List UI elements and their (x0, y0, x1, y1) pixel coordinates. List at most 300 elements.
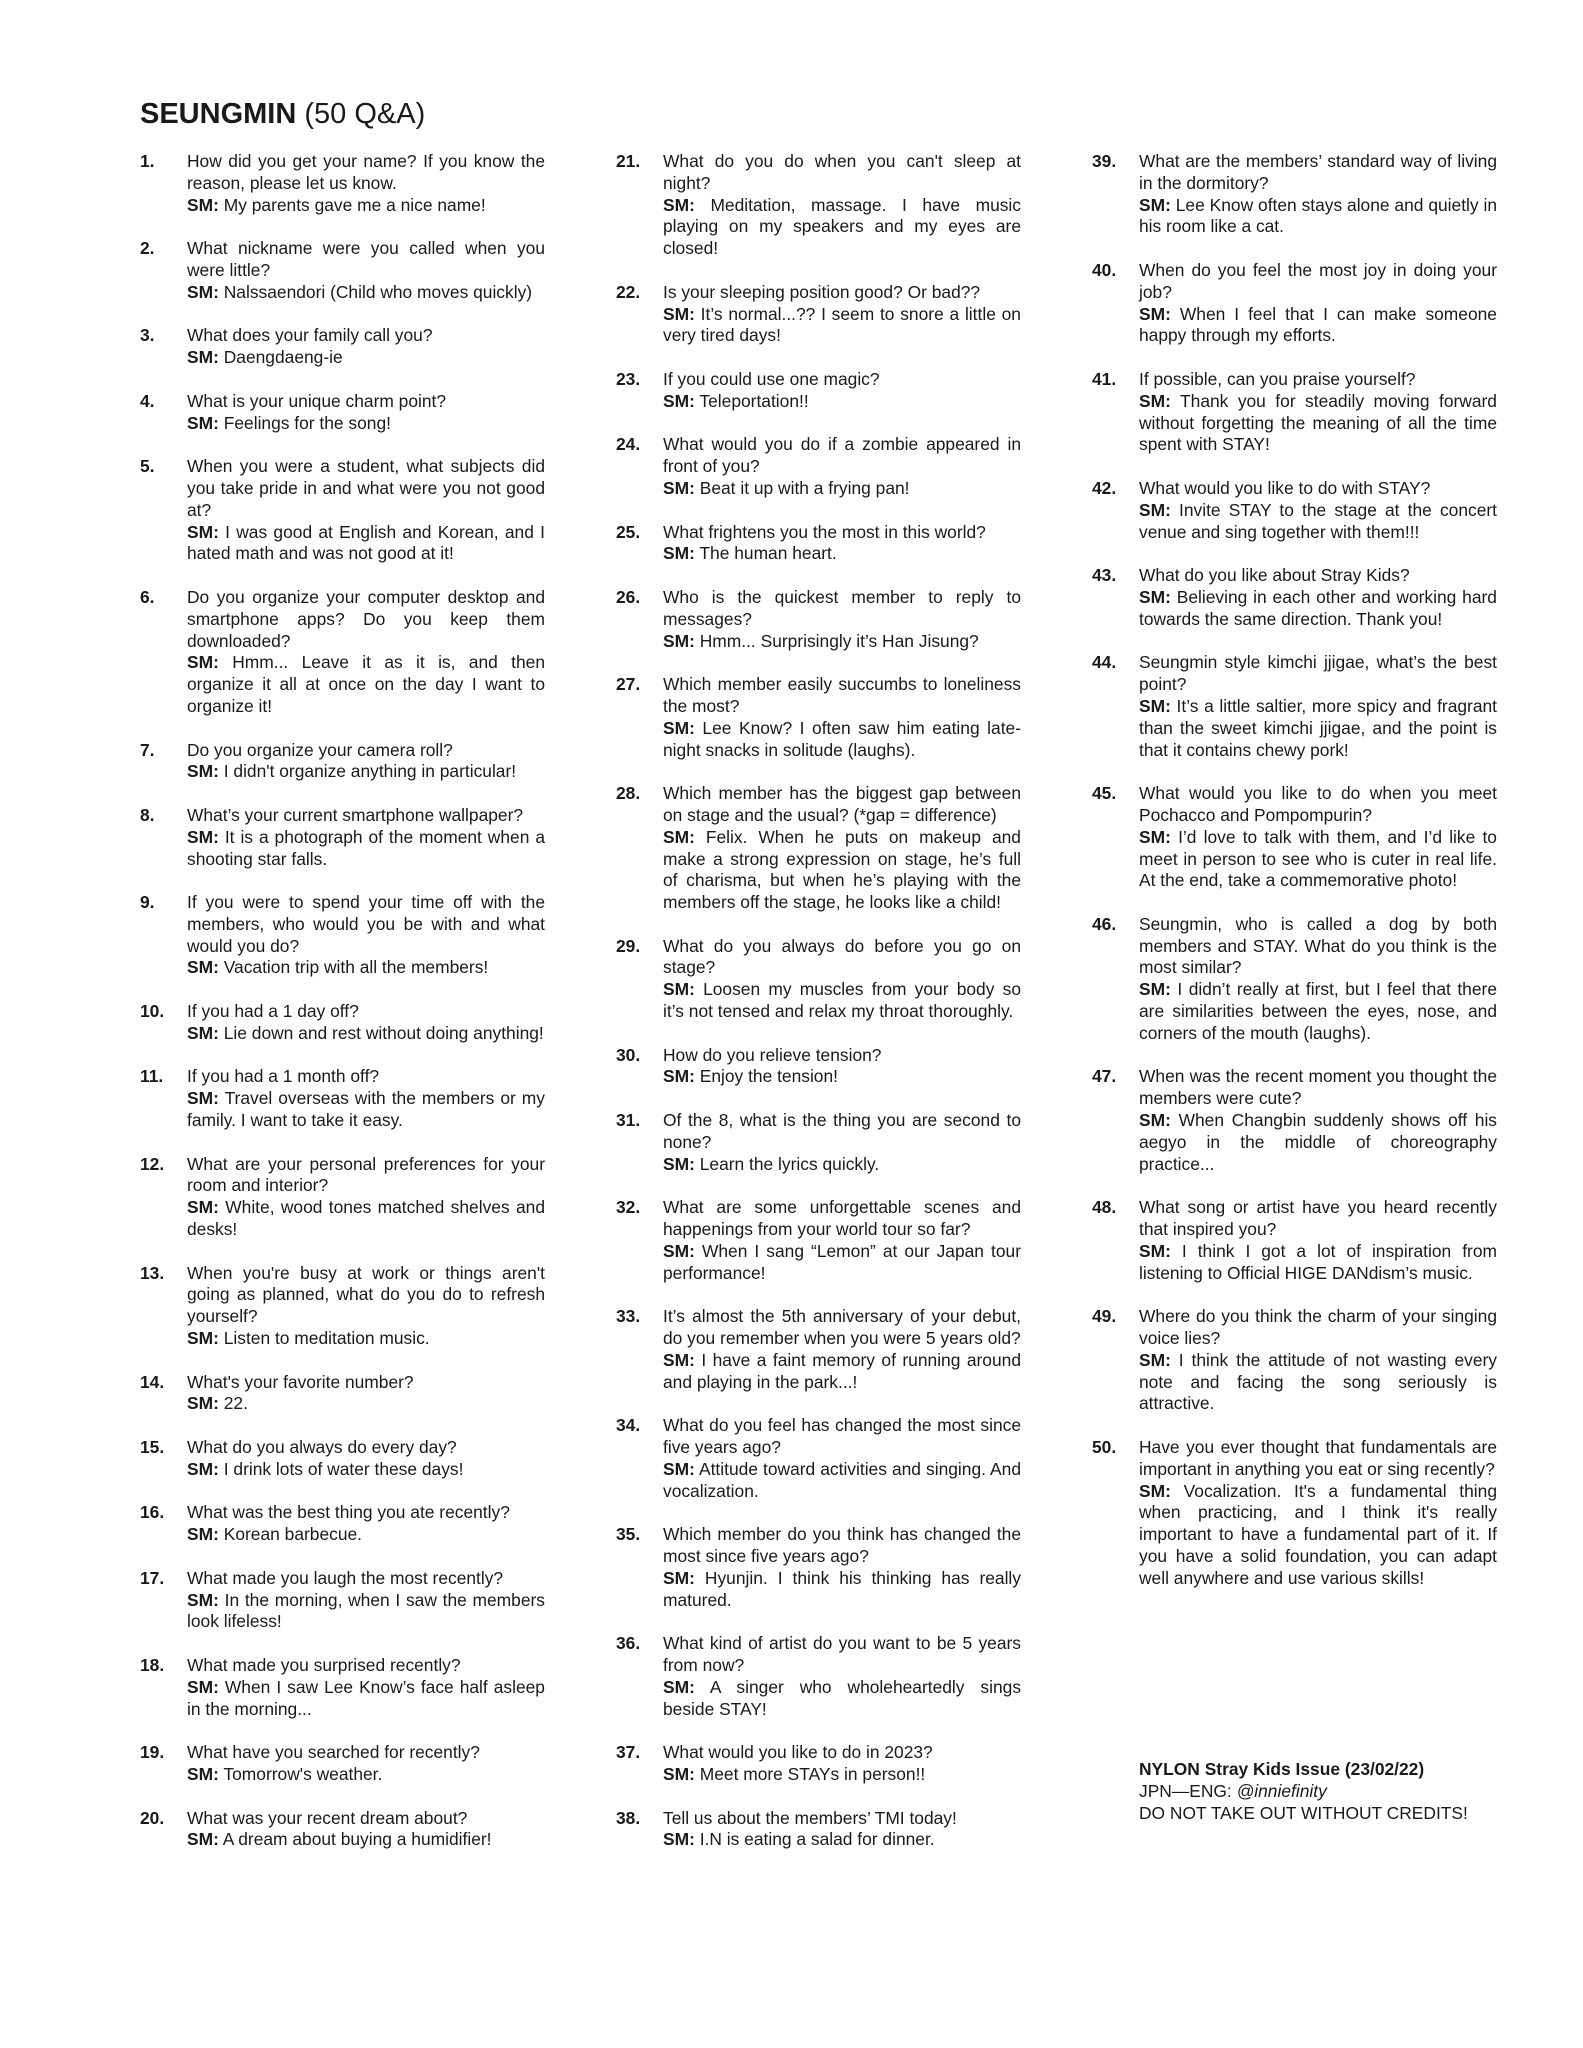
answer-text: Meditation, massage. I have music playing on my speakers and my eyes are closed! (663, 194, 1021, 259)
question-number: 2. (140, 238, 155, 259)
qa-item (140, 1568, 545, 1633)
answer-speaker-label: SM: (663, 979, 695, 1000)
question-number: 35. (616, 1524, 641, 1545)
qa-item (1092, 565, 1497, 630)
answer-text: In the morning, when I saw the members look lifeless! (187, 1589, 545, 1632)
question-number: 28. (616, 783, 641, 804)
answer-text: Loosen my muscles from your body so it’s not tensed and relax my throat thoroughly. (663, 979, 1021, 1022)
question-number: 29. (616, 935, 641, 956)
question-number: 9. (140, 892, 155, 913)
qa-item (616, 1197, 1021, 1284)
question-text: What nickname were you called when you were little? (187, 238, 545, 280)
qa-item (140, 740, 545, 784)
answer-text: My parents gave me a nice name! (223, 194, 486, 215)
answer-speaker-label: SM: (663, 1240, 695, 1261)
answer-speaker-label: SM: (187, 1088, 219, 1109)
qa-item (140, 1066, 545, 1131)
qa-item (140, 805, 545, 870)
answer-text: Feelings for the song! (223, 412, 391, 433)
question-number: 37. (616, 1742, 641, 1763)
question-number: 24. (616, 434, 641, 455)
qa-item (1092, 369, 1497, 456)
answer-speaker-label: SM: (1139, 1110, 1171, 1131)
question-text: Who is the quickest member to reply to messages? (663, 586, 1021, 629)
qa-item (1092, 1306, 1497, 1415)
question-number: 15. (140, 1437, 165, 1458)
question-number: 12. (140, 1153, 165, 1174)
answer-speaker-label: SM: (663, 1153, 695, 1174)
answer (187, 1023, 545, 1045)
answer (187, 1197, 545, 1241)
question-number: 31. (616, 1110, 641, 1131)
answer-text: Thank you for steadily moving forward without forgetting the meaning of all the time spent with STAY! (1139, 390, 1497, 455)
answer-speaker-label: SM: (1139, 695, 1171, 716)
answer (187, 1328, 545, 1350)
question-number: 19. (140, 1742, 165, 1763)
question-number: 30. (616, 1044, 641, 1065)
answer-text: It’s normal...?? I seem to snore a little on very tired days! (663, 303, 1021, 346)
answer-speaker-label: SM: (1139, 586, 1171, 607)
qa-item (140, 587, 545, 718)
answer (1139, 1481, 1497, 1590)
question-text: What was your recent dream about? (187, 1807, 468, 1828)
answer-speaker-label: SM: (663, 1676, 695, 1697)
answer-speaker-label: SM: (663, 477, 695, 498)
answer-speaker-label: SM: (187, 1524, 219, 1545)
answer (1139, 1350, 1497, 1415)
question-text: Seungmin style kimchi jjigae, what’s the best point? (1139, 652, 1497, 695)
qa-item (616, 522, 1021, 566)
answer (1139, 304, 1497, 348)
answer-text: I’d love to talk with them, and I’d like to meet in person to see who is cuter in real life. At the end, take a commemorative photo! (1139, 826, 1497, 891)
question-text: What do you always do before you go on stage? (663, 935, 1021, 978)
answer-speaker-label: SM: (187, 652, 219, 673)
answer-text: It is a photograph of the moment when a shooting star falls. (187, 826, 545, 869)
question-number: 16. (140, 1502, 165, 1523)
answer-speaker-label: SM: (663, 717, 695, 738)
answer (663, 1154, 1021, 1176)
answer-speaker-label: SM: (663, 1066, 695, 1087)
answer-text: I have a faint memory of running around and playing in the park...! (663, 1349, 1021, 1392)
question-number: 22. (616, 281, 641, 302)
question-text: What is your unique charm point? (187, 390, 447, 411)
question-number: 44. (1092, 652, 1117, 673)
answer-text: Believing in each other and working hard towards the same direction. Thank you! (1139, 586, 1497, 629)
answer-speaker-label: SM: (187, 1393, 219, 1414)
question-text: What’s your current smartphone wallpaper? (187, 804, 524, 825)
answer-text: Learn the lyrics quickly. (699, 1153, 880, 1174)
credits-source: NYLON Stray Kids Issue (23/02/22) (1139, 1759, 1425, 1779)
answer-text: When I feel that I can make someone happy through my efforts. (1139, 303, 1497, 346)
answer (663, 1241, 1021, 1285)
answer (663, 827, 1021, 914)
question-text: What kind of artist do you want to be 5 years from now? (663, 1633, 1021, 1675)
answer (1139, 195, 1497, 239)
answer-speaker-label: SM: (187, 761, 219, 782)
answer (663, 391, 1021, 413)
qa-item (616, 783, 1021, 914)
qa-item (616, 674, 1021, 761)
answer (187, 1677, 545, 1721)
answer (187, 1829, 545, 1851)
question-text: What was the best thing you ate recently? (187, 1502, 510, 1523)
answer-speaker-label: SM: (663, 1458, 695, 1479)
answer-speaker-label: SM: (187, 1829, 219, 1850)
answer-text: Invite STAY to the stage at the concert venue and sing together with them!!! (1139, 499, 1497, 542)
qa-item (616, 1633, 1021, 1720)
answer (1139, 696, 1497, 761)
answer-text: Lee Know often stays alone and quietly in his room like a cat. (1139, 194, 1497, 237)
answer-text: White, wood tones matched shelves and desks! (187, 1197, 545, 1240)
answer-speaker-label: SM: (1139, 1480, 1171, 1501)
qa-item (140, 1655, 545, 1720)
qa-item (140, 1001, 545, 1045)
answer-text: Travel overseas with the members or my family. I want to take it easy. (187, 1088, 545, 1131)
qa-item (140, 1742, 545, 1786)
answer (187, 827, 545, 871)
qa-item (140, 238, 545, 303)
question-number: 18. (140, 1654, 165, 1675)
answer-speaker-label: SM: (663, 390, 695, 411)
question-number: 46. (1092, 913, 1117, 934)
question-number: 50. (1092, 1437, 1117, 1458)
answer-speaker-label: SM: (1139, 1349, 1171, 1370)
answer (187, 1590, 545, 1634)
qa-item (1092, 783, 1497, 892)
qa-item (616, 1415, 1021, 1502)
qa-item (140, 1808, 545, 1852)
qa-item (616, 1110, 1021, 1175)
question-text: Seungmin, who is called a dog by both members and STAY. What do you think is the most similar? (1139, 913, 1497, 978)
question-number: 27. (616, 674, 641, 695)
answer-speaker-label: SM: (187, 281, 219, 302)
qa-item (140, 151, 545, 216)
question-text: If you were to spend your time off with the members, who would you be with and what would you do? (187, 892, 545, 956)
answer (663, 979, 1021, 1023)
question-text: If you could use one magic? (663, 368, 880, 389)
question-number: 43. (1092, 565, 1117, 586)
credits-notice: DO NOT TAKE OUT WITHOUT CREDITS! (1139, 1803, 1468, 1823)
question-number: 1. (140, 151, 155, 171)
qa-item (140, 892, 545, 979)
question-text: What does your family call you? (187, 325, 433, 346)
qa-item (616, 1524, 1021, 1611)
answer-text: Korean barbecue. (223, 1524, 362, 1545)
answer (663, 478, 1021, 500)
answer-text: A dream about buying a humidifier! (222, 1829, 492, 1850)
answer (663, 631, 1021, 653)
question-number: 41. (1092, 368, 1117, 389)
question-number: 32. (616, 1197, 641, 1218)
question-text: Have you ever thought that fundamentals are important in anything you eat or sing recently? (1139, 1437, 1497, 1479)
question-text: What made you surprised recently? (187, 1654, 461, 1675)
question-number: 39. (1092, 151, 1117, 171)
answer-speaker-label: SM: (1139, 499, 1171, 520)
question-text: What do you feel has changed the most since five years ago? (663, 1415, 1021, 1458)
answer-text: Daengdaeng-ie (223, 347, 343, 368)
question-text: What would you like to do in 2023? (663, 1742, 933, 1763)
question-number: 21. (616, 151, 641, 171)
answer-speaker-label: SM: (187, 1197, 219, 1218)
question-text: Of the 8, what is the thing you are second to none? (663, 1110, 1021, 1152)
question-number: 36. (616, 1633, 641, 1654)
answer-text: Enjoy the tension! (699, 1066, 838, 1087)
answer (187, 1459, 545, 1481)
question-text: Which member has the biggest gap between on stage and the usual? (*gap = difference) (663, 783, 1021, 825)
question-number: 38. (616, 1807, 641, 1828)
question-text: When do you feel the most joy in doing your job? (1139, 259, 1497, 302)
qa-item (140, 1502, 545, 1546)
answer-speaker-label: SM: (187, 521, 219, 542)
question-text: What have you searched for recently? (187, 1742, 480, 1763)
question-number: 42. (1092, 477, 1117, 498)
answer-speaker-label: SM: (663, 1763, 695, 1784)
answer (663, 1829, 1021, 1851)
answer-text: I.N is eating a salad for dinner. (699, 1829, 935, 1850)
question-number: 8. (140, 804, 155, 825)
question-number: 6. (140, 586, 155, 607)
answer-speaker-label: SM: (663, 630, 695, 651)
question-number: 47. (1092, 1066, 1117, 1087)
qa-item (1092, 1437, 1497, 1590)
question-number: 40. (1092, 259, 1117, 280)
qa-item (1092, 652, 1497, 761)
answer (1139, 979, 1497, 1044)
answer-speaker-label: SM: (187, 1328, 219, 1349)
question-text: What do you always do every day? (187, 1437, 457, 1458)
answer-speaker-label: SM: (187, 1763, 219, 1784)
answer-text: Vocalization. It's a fundamental thing when practicing, and I think it's really important to have a fundamental part of it. If you have a solid foundation, you can adapt well anywhere and use various skills! (1139, 1480, 1498, 1588)
question-number: 26. (616, 586, 641, 607)
qa-item (616, 151, 1021, 260)
answer (663, 1677, 1021, 1721)
answer-speaker-label: SM: (187, 347, 219, 368)
question-text: What would you like to do when you meet Pochacco and Pompompurin? (1139, 783, 1497, 825)
answer-text: Attitude toward activities and singing. And vocalization. (663, 1458, 1021, 1501)
qa-item (616, 936, 1021, 1023)
answer (663, 195, 1021, 260)
qa-item (616, 587, 1021, 652)
question-text: If possible, can you praise yourself? (1139, 368, 1416, 389)
answer (187, 522, 545, 566)
answer-text: It’s a little saltier, more spicy and fragrant than the sweet kimchi jjigae, and the point is that it contains chewy pork! (1139, 695, 1498, 760)
answer-text: Lee Know? I often saw him eating late-night snacks in solitude (laughs). (663, 717, 1021, 760)
question-text: Do you organize your camera roll? (187, 739, 453, 760)
answer-speaker-label: SM: (1139, 390, 1171, 411)
answer (187, 1393, 545, 1415)
answer (187, 652, 545, 717)
title-name: SEUNGMIN (140, 98, 297, 130)
answer (187, 1088, 545, 1132)
page-title (140, 96, 425, 132)
qa-item (616, 1742, 1021, 1786)
question-number: 34. (616, 1415, 641, 1436)
question-text: When was the recent moment you thought the members were cute? (1139, 1066, 1497, 1109)
question-text: When you were a student, what subjects did you take pride in and what were you not good at? (187, 456, 545, 520)
question-number: 49. (1092, 1306, 1117, 1327)
question-text: Tell us about the members’ TMI today! (663, 1807, 957, 1828)
answer (1139, 827, 1497, 892)
qa-item (616, 434, 1021, 499)
answer-text: I didn’t really at first, but I feel that there are similarities between the eyes, nose, and corners of the mouth (laughs). (1139, 979, 1497, 1043)
answer-speaker-label: SM: (663, 1829, 695, 1850)
question-text: Which member easily succumbs to loneliness the most? (663, 674, 1021, 716)
answer (663, 1066, 1021, 1088)
answer (1139, 587, 1497, 631)
answer-text: Vacation trip with all the members! (223, 957, 489, 978)
question-text: What are some unforgettable scenes and happenings from your world tour so far? (663, 1197, 1021, 1240)
answer-text: I think the attitude of not wasting every note and facing the song seriously is attractive. (1139, 1349, 1497, 1414)
answer (663, 1568, 1021, 1612)
answer-text: Listen to meditation music. (223, 1328, 430, 1349)
answer-text: 22. (223, 1393, 248, 1414)
question-text: What do you do when you can't sleep at night? (663, 151, 1021, 193)
question-number: 5. (140, 456, 155, 477)
qa-item (1092, 1066, 1497, 1175)
question-number: 20. (140, 1807, 165, 1828)
answer-text: I didn't organize anything in particular! (223, 761, 517, 782)
answer-text: Meet more STAYs in person!! (699, 1763, 926, 1784)
qa-item (1092, 478, 1497, 543)
answer-text: I drink lots of water these days! (223, 1458, 464, 1479)
credits-translation (1139, 1780, 1468, 1802)
answer (187, 195, 545, 217)
qa-column-3 (1092, 151, 1497, 1590)
answer-text: When Changbin suddenly shows off his aegyo in the middle of choreography practice... (1139, 1110, 1497, 1174)
answer-speaker-label: SM: (187, 194, 219, 215)
question-text: Where do you think the charm of your singing voice lies? (1139, 1306, 1497, 1349)
question-number: 48. (1092, 1197, 1117, 1218)
question-text: It’s almost the 5th anniversary of your debut, do you remember when you were 5 years old? (663, 1306, 1021, 1349)
answer-text: The human heart. (699, 543, 837, 564)
question-number: 25. (616, 521, 641, 542)
question-number: 10. (140, 1001, 165, 1022)
answer-speaker-label: SM: (1139, 826, 1171, 847)
question-text: If you had a 1 day off? (187, 1001, 359, 1022)
qa-item (140, 325, 545, 369)
answer (187, 413, 545, 435)
answer-text: I think I got a lot of inspiration from listening to Official HIGE DANdism’s music. (1139, 1240, 1497, 1283)
answer (187, 282, 545, 304)
answer (187, 1764, 545, 1786)
qa-item (1092, 914, 1497, 1045)
answer-speaker-label: SM: (187, 1022, 219, 1043)
question-text: What frightens you the most in this world? (663, 521, 986, 542)
answer-speaker-label: SM: (187, 957, 219, 978)
answer (1139, 391, 1497, 456)
answer (1139, 1110, 1497, 1175)
answer (1139, 500, 1497, 544)
question-text: What are the members’ standard way of living in the dormitory? (1139, 151, 1497, 193)
answer (187, 1524, 545, 1546)
answer-speaker-label: SM: (187, 826, 219, 847)
answer-text: Teleportation!! (699, 390, 809, 411)
credits-translator: @inniefinity (1236, 1781, 1327, 1801)
question-text: Is your sleeping position good? Or bad?? (663, 281, 981, 302)
question-text: If you had a 1 month off? (187, 1066, 380, 1087)
question-number: 17. (140, 1567, 165, 1588)
qa-item (616, 1808, 1021, 1852)
answer-text: Felix. When he puts on makeup and make a strong expression on stage, he’s full of charisma, but when he’s playing with the members off the stage, he looks like a child! (663, 826, 1021, 913)
qa-item (140, 1372, 545, 1416)
qa-item (140, 1437, 545, 1481)
credits-translation-prefix: JPN—ENG: (1139, 1781, 1232, 1801)
answer (663, 1764, 1021, 1786)
qa-item (140, 1263, 545, 1350)
answer (187, 761, 545, 783)
qa-item (140, 391, 545, 435)
question-text: When you're busy at work or things aren't going as planned, what do you do to refresh yourself? (187, 1262, 545, 1327)
answer-text: Nalssaendori (Child who moves quickly) (223, 281, 533, 302)
question-text: What would you do if a zombie appeared in front of you? (663, 434, 1021, 477)
answer-speaker-label: SM: (1139, 979, 1171, 1000)
qa-item (1092, 260, 1497, 347)
qa-item (140, 456, 545, 565)
question-number: 3. (140, 325, 155, 346)
question-text: What song or artist have you heard recently that inspired you? (1139, 1197, 1497, 1240)
answer-text: Lie down and rest without doing anything! (223, 1022, 544, 1043)
answer (663, 304, 1021, 348)
answer-speaker-label: SM: (663, 826, 695, 847)
qa-item (1092, 1197, 1497, 1284)
answer-text: A singer who wholeheartedly sings beside STAY! (663, 1676, 1022, 1719)
question-text: What are your personal preferences for your room and interior? (187, 1153, 545, 1196)
qa-column-2 (616, 151, 1021, 1851)
title-subtitle: (50 Q&A) (304, 98, 426, 130)
answer-speaker-label: SM: (1139, 1240, 1171, 1261)
answer-speaker-label: SM: (187, 412, 219, 433)
answer (663, 1350, 1021, 1394)
question-number: 14. (140, 1371, 165, 1392)
answer (663, 1459, 1021, 1503)
qa-item (1092, 151, 1497, 238)
question-number: 11. (140, 1066, 164, 1087)
qa-item (616, 1045, 1021, 1089)
question-number: 13. (140, 1262, 165, 1283)
answer-text: Beat it up with a frying pan! (699, 477, 910, 498)
question-number: 23. (616, 368, 641, 389)
answer-speaker-label: SM: (663, 1349, 695, 1370)
question-number: 4. (140, 390, 155, 411)
answer-speaker-label: SM: (663, 1567, 695, 1588)
answer (187, 957, 545, 979)
question-text: Do you organize your computer desktop and smartphone apps? Do you keep them downloaded? (187, 586, 545, 651)
question-text: How do you relieve tension? (663, 1044, 882, 1065)
answer (663, 718, 1021, 762)
answer-speaker-label: SM: (663, 194, 695, 215)
question-number: 45. (1092, 783, 1117, 804)
answer (1139, 1241, 1497, 1285)
answer-text: Hmm... Surprisingly it’s Han Jisung? (699, 630, 979, 651)
question-text: What made you laugh the most recently? (187, 1567, 504, 1588)
question-text: What do you like about Stray Kids? (1139, 565, 1410, 586)
answer-text: Hyunjin. I think his thinking has really matured. (663, 1567, 1021, 1610)
answer (663, 543, 1021, 565)
answer-speaker-label: SM: (187, 1676, 219, 1697)
question-number: 7. (140, 739, 155, 760)
answer-text: When I sang “Lemon” at our Japan tour performance! (663, 1240, 1021, 1283)
answer-text: Hmm... Leave it as it is, and then organize it all at once on the day I want to organize it! (187, 652, 545, 716)
answer (187, 347, 545, 369)
qa-item (140, 1154, 545, 1241)
answer-speaker-label: SM: (663, 543, 695, 564)
qa-item (616, 1306, 1021, 1393)
question-text: Which member do you think has changed the most since five years ago? (663, 1524, 1021, 1566)
answer-speaker-label: SM: (663, 303, 695, 324)
answer-text: Tomorrow's weather. (223, 1763, 383, 1784)
question-text: What would you like to do with STAY? (1139, 477, 1431, 498)
question-text: How did you get your name? If you know the reason, please let us know. (187, 151, 545, 193)
